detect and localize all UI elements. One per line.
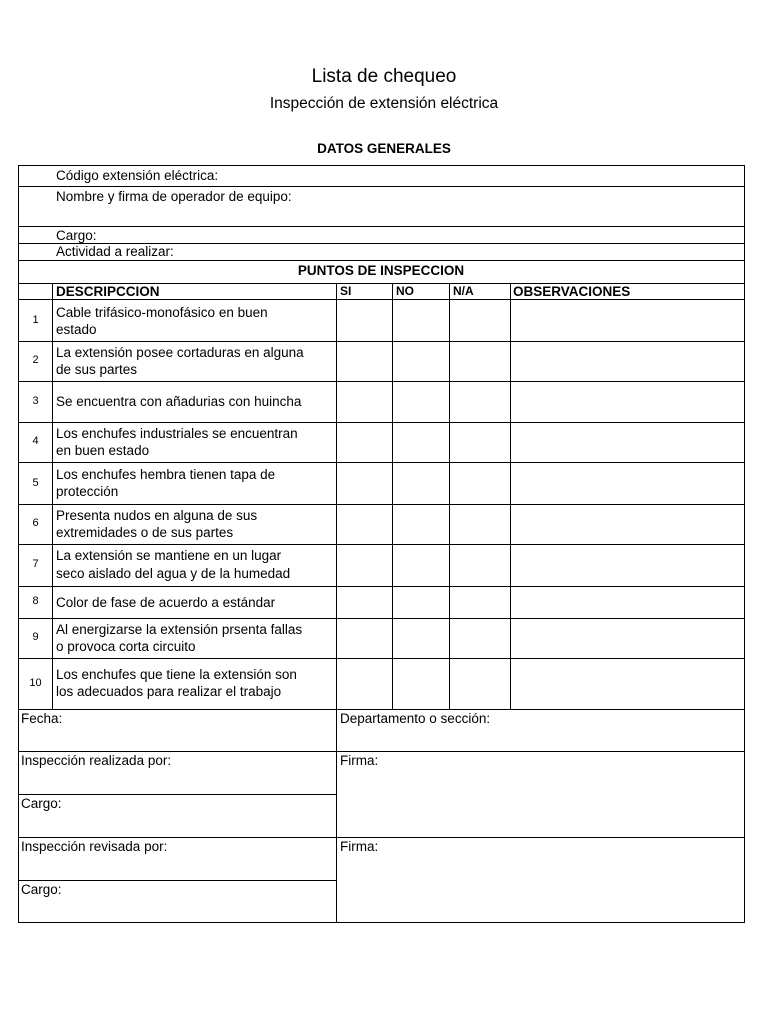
fecha-label: Fecha: <box>21 711 63 726</box>
nombre-label: Nombre y firma de operador de equipo: <box>56 189 292 204</box>
section-title: DATOS GENERALES <box>317 141 451 156</box>
row-desc-line1: Cable trifásico-monofásico en buen <box>56 305 268 320</box>
row-number: 5 <box>32 477 39 489</box>
row-desc-line1: Al energizarse la extensión prsenta fallas <box>56 622 303 637</box>
col-observaciones: OBSERVACIONES <box>513 284 631 299</box>
row-desc-line2: extremidades o de sus partes <box>56 525 234 540</box>
page-subtitle: Inspección de extensión eléctrica <box>269 95 499 112</box>
revisada-label: Inspección revisada por: <box>21 839 168 854</box>
row-number: 6 <box>32 517 39 529</box>
departamento-label: Departamento o sección: <box>340 711 491 726</box>
col-na: N/A <box>453 284 474 298</box>
cargo-label: Cargo: <box>56 228 97 243</box>
inspection-title: PUNTOS DE INSPECCION <box>297 263 465 278</box>
row-number: 2 <box>32 354 39 366</box>
col-no: NO <box>396 284 414 298</box>
row-number: 8 <box>32 595 39 607</box>
row-desc-line2: de sus partes <box>56 362 138 377</box>
cargo-realizada-label: Cargo: <box>21 796 62 811</box>
row-desc-line1: Se encuentra con añadurias con huincha <box>56 394 302 409</box>
row-desc-line1: Presenta nudos en alguna de sus <box>56 508 258 523</box>
row-desc-line2: los adecuados para realizar el trabajo <box>56 684 282 699</box>
row-number: 1 <box>32 314 39 326</box>
row-desc-line1: Los enchufes industriales se encuentran <box>56 426 298 441</box>
row-number: 4 <box>32 435 39 447</box>
page-title: Lista de chequeo <box>311 66 457 87</box>
row-desc-line2: protección <box>56 484 119 499</box>
firma-revisada-label: Firma: <box>340 839 379 854</box>
col-descripcion: DESCRIPCCION <box>56 284 160 299</box>
row-desc-line1: Los enchufes que tiene la extensión son <box>56 667 297 682</box>
row-desc-line1: La extensión posee cortaduras en alguna <box>56 345 304 360</box>
row-number: 3 <box>32 395 39 407</box>
row-desc-line1: La extensión se mantiene en un lugar <box>56 548 282 563</box>
row-number: 9 <box>32 631 39 643</box>
codigo-label: Código extensión eléctrica: <box>56 168 219 183</box>
row-desc-line1: Los enchufes hembra tienen tapa de <box>56 467 276 482</box>
actividad-label: Actividad a realizar: <box>56 244 174 259</box>
row-number: 7 <box>32 558 39 570</box>
realizada-label: Inspección realizada por: <box>21 753 172 768</box>
col-si: SI <box>340 284 352 298</box>
row-number: 10 <box>29 677 42 689</box>
row-desc-line1: Color de fase de acuerdo a estándar <box>56 595 276 610</box>
cargo-revisada-label: Cargo: <box>21 882 62 897</box>
row-desc-line2: o provoca corta circuito <box>56 639 196 654</box>
row-desc-line2: en buen estado <box>56 443 150 458</box>
row-desc-line2: estado <box>56 322 97 337</box>
row-desc-line2: seco aislado del agua y de la humedad <box>56 566 291 581</box>
firma-realizada-label: Firma: <box>340 753 379 768</box>
